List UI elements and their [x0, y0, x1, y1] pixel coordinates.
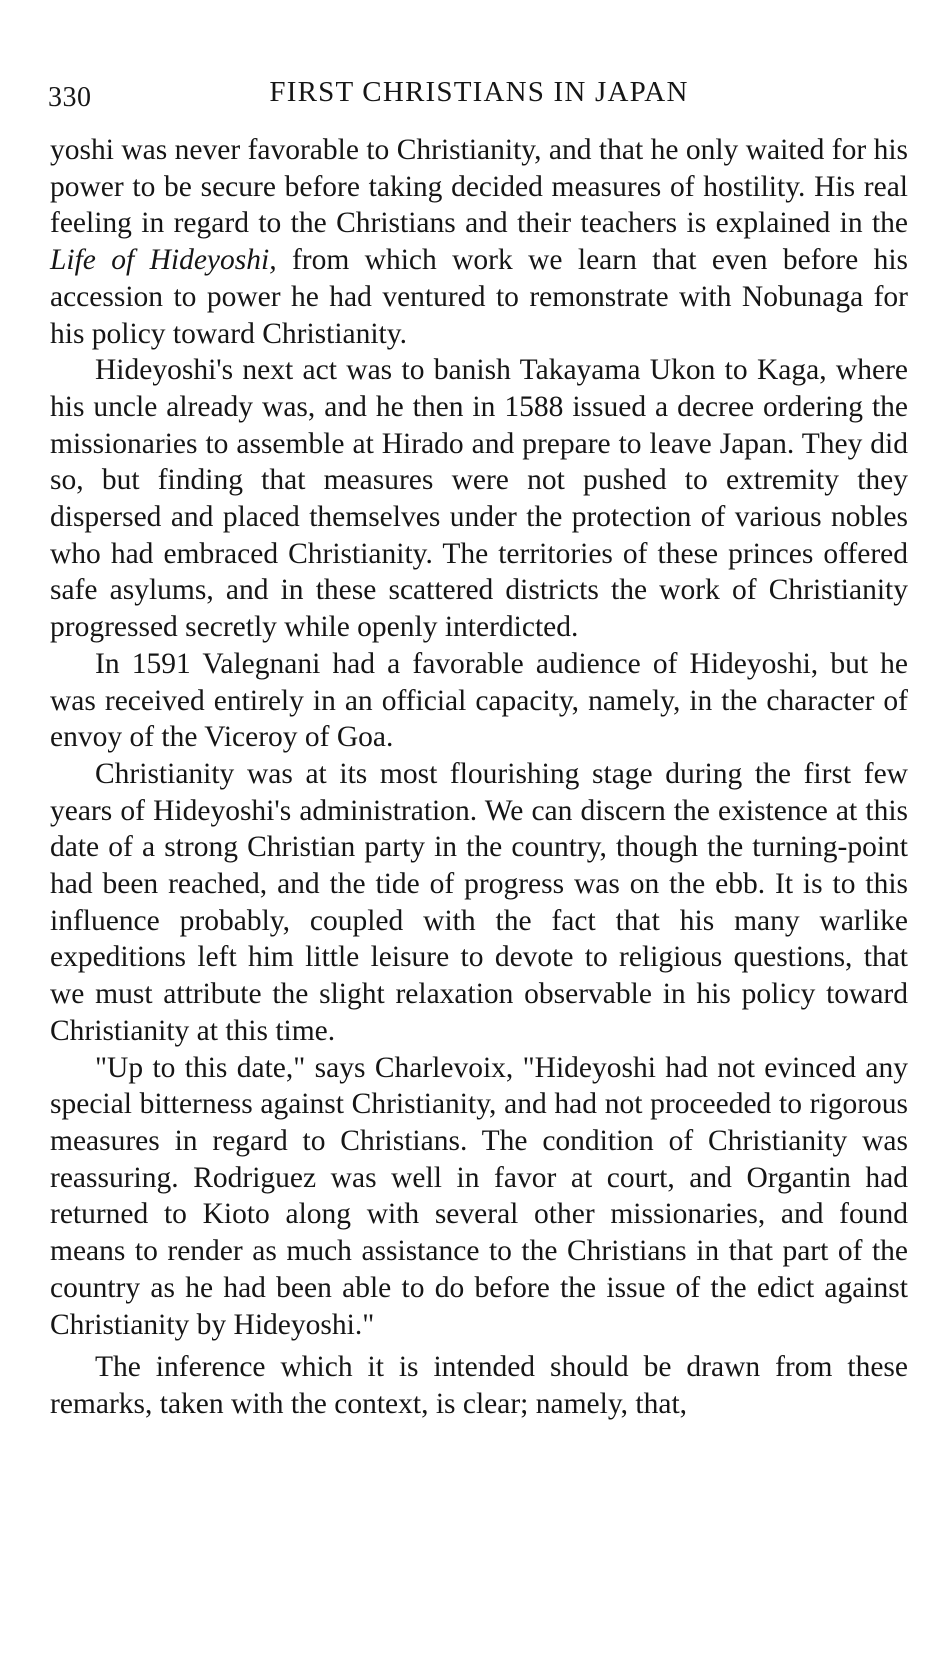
page-header: [50, 70, 908, 126]
paragraph-1-before: yoshi was never favorable to Christianity, and that he only waited for his power to be secure before taking decided measures of hostility. His real feeling in regard to the Christians and their teachers is explained in the: [50, 134, 908, 240]
paragraph-6: The inference which it is intended should be drawn from these remarks, taken with the context, is clear; namely, that,: [50, 1351, 908, 1420]
paragraph-1-after: from which work we learn that even before his accession to power he had ventured to remonstrate with Nobunaga for his policy toward Christianity.: [50, 244, 909, 350]
book-title-italic: Life of Hideyoshi,: [50, 244, 277, 277]
paragraph-5: "Up to this date," says Charlevoix, "Hideyoshi had not evinced any special bitterness against Christianity, and had not proceeded to rigorous measures in regard to Christians. The condition of Christianity was reassuring. Rodriguez was well in favor at court, and Organtin had returned to Kioto along with several other missionaries, and found means to render as much assistance to the Christians in that part of the country as he had been able to do before the issue of the edict against Christianity by Hideyoshi.": [50, 1051, 908, 1341]
paragraph-3: In 1591 Valegnani had a favorable audience of Hideyoshi, but he was received entirely in an official capacity, namely, in the character of envoy of the Viceroy of Goa.: [50, 647, 908, 754]
running-title: FIRST CHRISTIANS IN JAPAN: [269, 76, 689, 108]
paragraph-2: Hideyoshi's next act was to banish Takayama Ukon to Kaga, where his uncle already was, and he then in 1588 issued a decree ordering the missionaries to assemble at Hirado and prepare to leave Japan. They did so, but finding that measures were not pushed to extremity they dispersed and placed themselves under the protection of various nobles who had embraced Christianity. The territories of these princes offered safe asylums, and in these scattered districts the work of Christianity progressed secretly while openly interdicted.: [50, 354, 908, 644]
page-number: 330: [48, 82, 92, 113]
paragraph-4: Christianity was at its most flourishing stage during the first few years of Hideyoshi's administration. We can discern the existence at this date of a strong Christian party in the country, though the turning-point had been reached, and the tide of progress was on the ebb. It is to this influence probably, coupled with the fact that his many warlike expeditions left him little leisure to devote to religious questions, that we must attribute the slight relaxation observable in his policy toward Christianity at this time.: [50, 757, 908, 1047]
paragraph-1: [50, 132, 908, 352]
book-page: [50, 70, 908, 1423]
body-text: [50, 132, 908, 1423]
